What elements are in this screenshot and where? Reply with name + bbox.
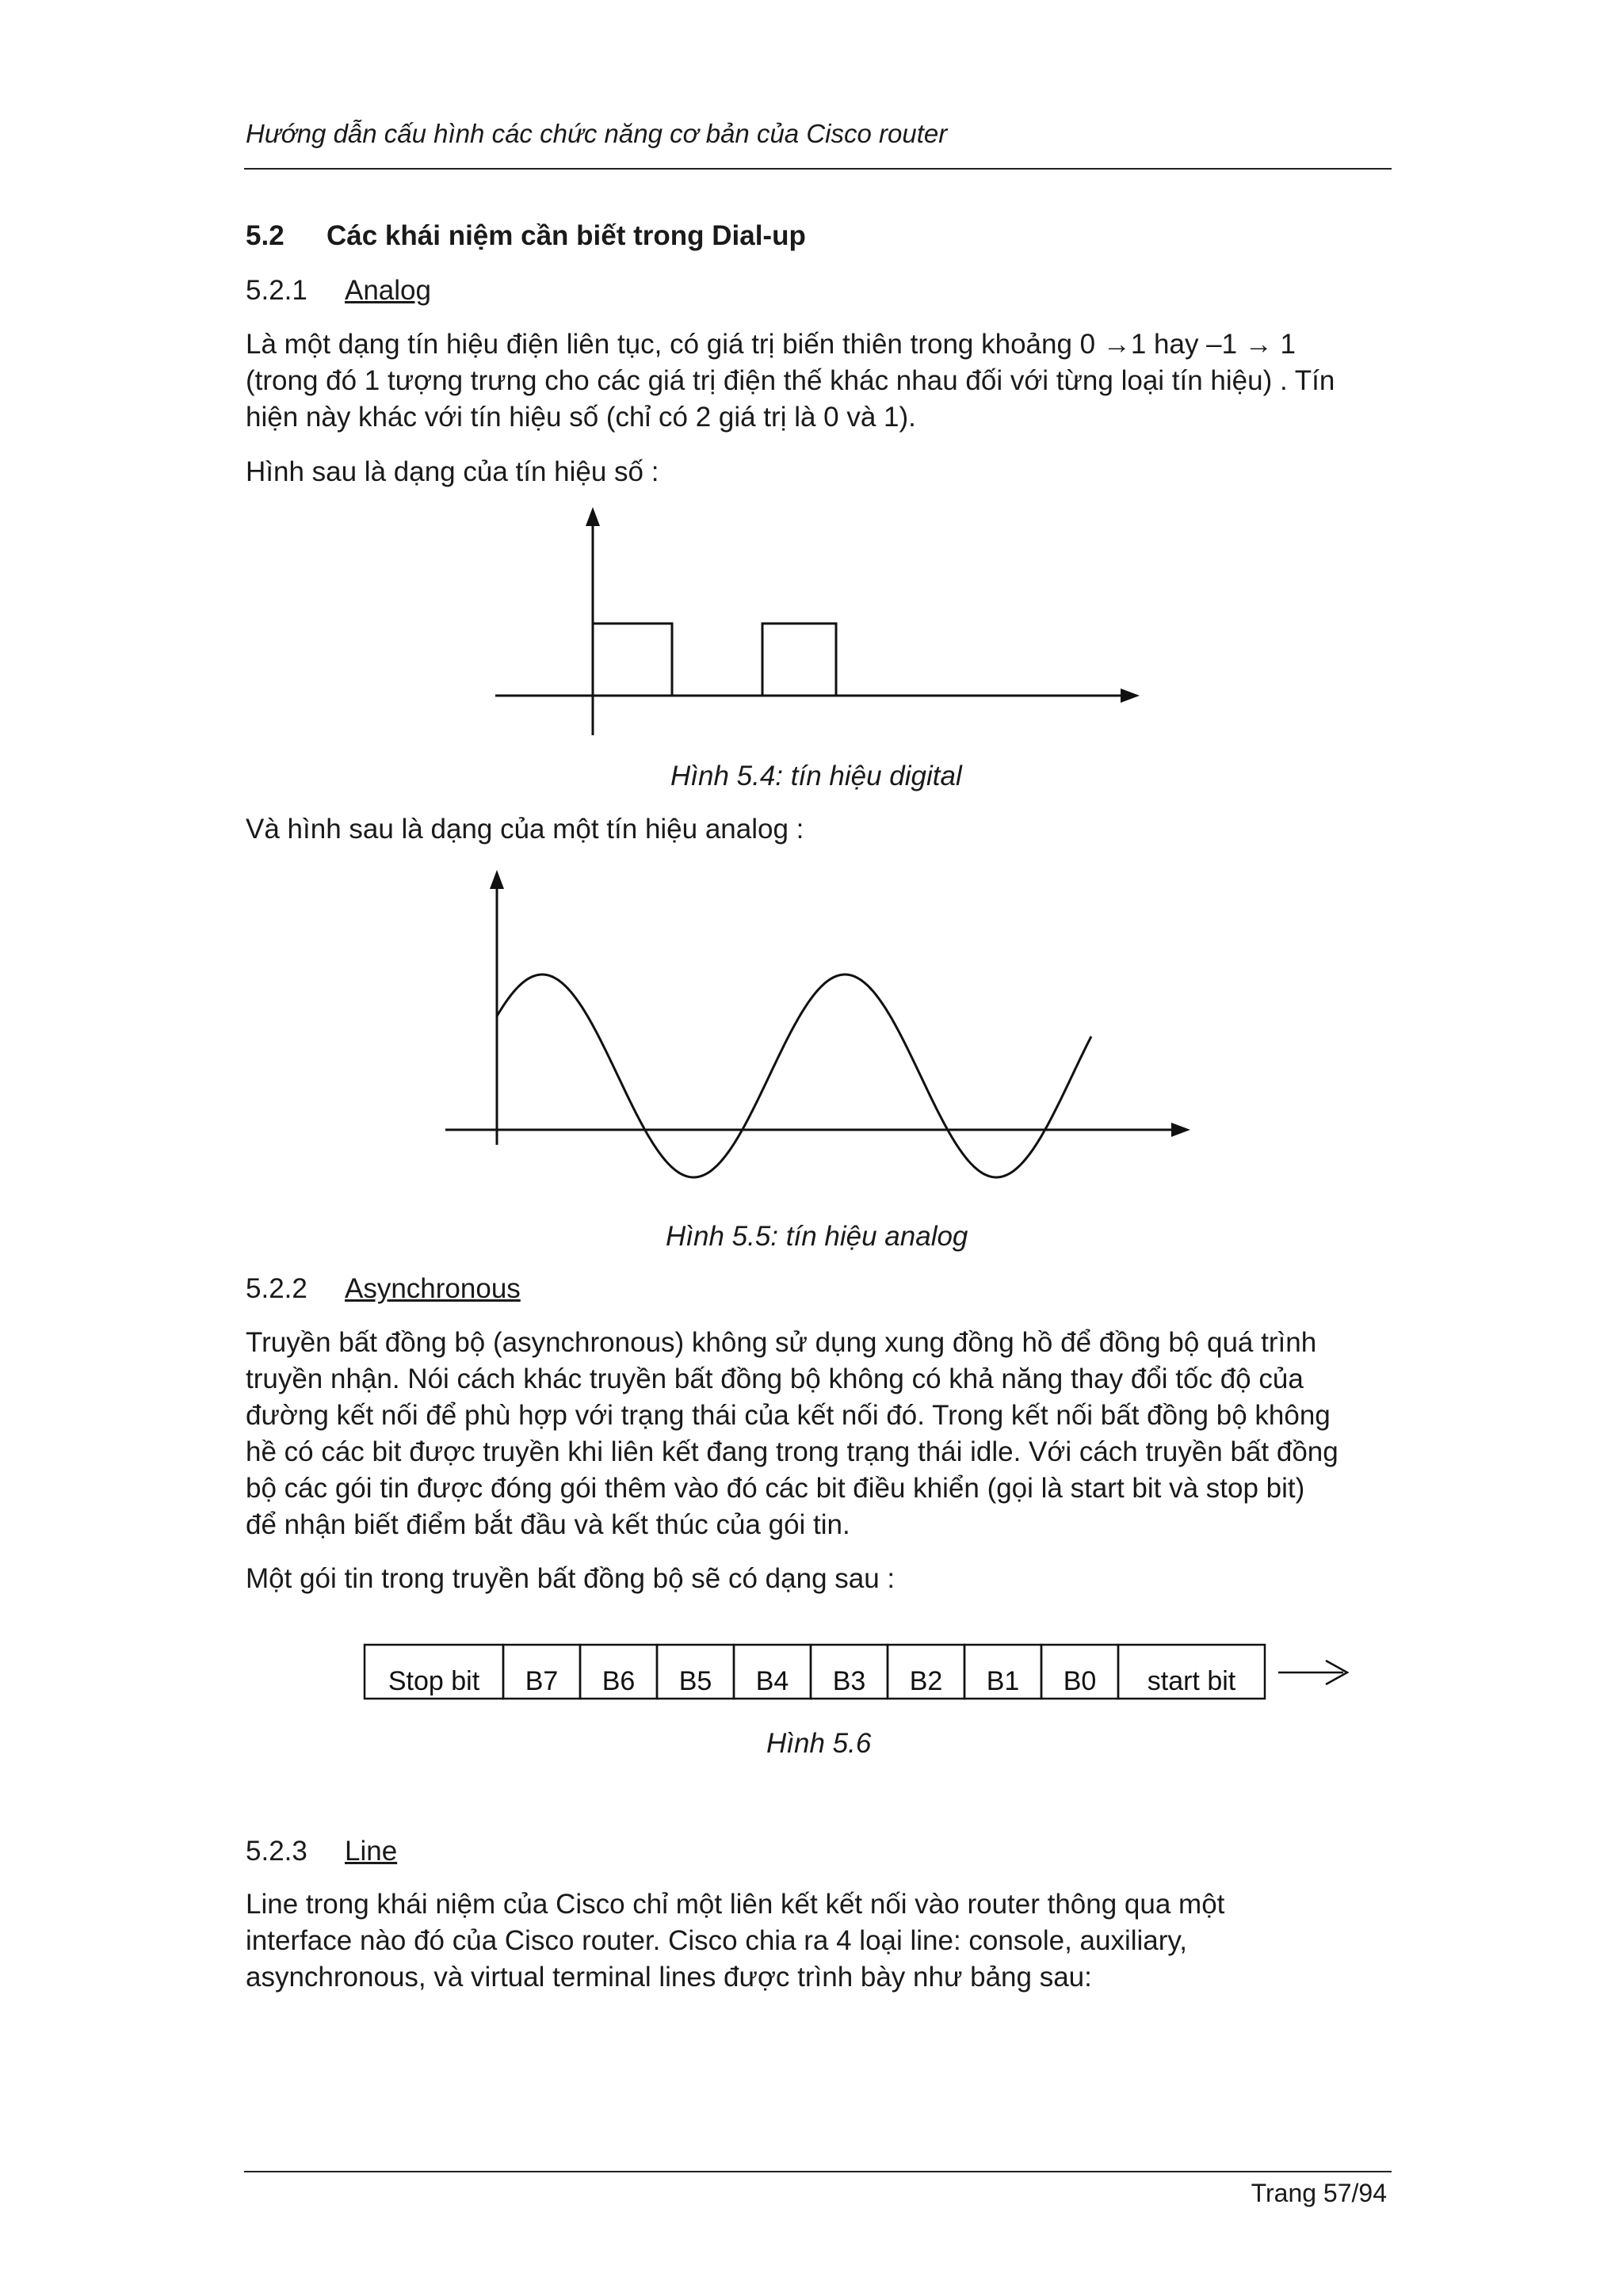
paragraph-line: Là một dạng tín hiệu điện liên tục, có giá trị biến thiên trong khoảng 0 →1 hay –1 → 1 bbox=[246, 329, 1296, 360]
section-number: 5.2 bbox=[246, 220, 285, 251]
packet-intro-text: Một gói tin trong truyền bất đồng bộ sẽ có dạng sau : bbox=[246, 1563, 896, 1594]
header-divider bbox=[244, 168, 1392, 170]
subsection-title: Asynchronous bbox=[345, 1273, 521, 1304]
paragraph-line: (trong đó 1 tượng trưng cho các giá trị điện thế khác nhau đối với từng loại tín hiệu) . Tín bbox=[246, 365, 1335, 396]
packet-cells bbox=[365, 1645, 1265, 1699]
analog-paragraph bbox=[246, 326, 1393, 436]
line-paragraph bbox=[246, 1886, 1393, 1996]
digital-intro bbox=[246, 454, 1393, 490]
page-header: Hướng dẫn cấu hình các chức năng cơ bản của Cisco router bbox=[246, 119, 948, 148]
analog-signal-figure bbox=[436, 864, 1197, 1196]
packet-cell-label: start bit bbox=[1147, 1666, 1236, 1696]
pulse-1 bbox=[593, 624, 672, 696]
subsection-heading-line bbox=[246, 1836, 397, 1867]
x-axis-arrowhead bbox=[1171, 1123, 1190, 1137]
paragraph-line: truyền nhận. Nói cách khác truyền bất đồng bộ không có khả năng thay đổi tốc độ của bbox=[246, 1363, 1304, 1394]
packet-cell-label: B0 bbox=[1063, 1666, 1097, 1696]
packet-frame-figure bbox=[361, 1640, 1359, 1711]
subsection-number: 5.2.2 bbox=[246, 1273, 307, 1304]
paragraph-line: đường kết nối để phù hợp với trạng thái của kết nối đó. Trong kết nối bất đồng bộ không bbox=[246, 1400, 1331, 1431]
subsection-number: 5.2.3 bbox=[246, 1836, 307, 1867]
section-title: Các khái niệm cần biết trong Dial-up bbox=[327, 220, 806, 251]
paragraph-line: Line trong khái niệm của Cisco chỉ một liên kết kết nối vào router thông qua một bbox=[246, 1889, 1225, 1920]
packet-cell-label: B6 bbox=[601, 1666, 636, 1696]
asynchronous-paragraph bbox=[246, 1325, 1393, 1543]
y-axis-arrowhead bbox=[586, 507, 600, 526]
paragraph-line: để nhận biết điểm bắt đầu và kết thúc của gói tin. bbox=[246, 1509, 850, 1540]
subsection-heading-analog bbox=[246, 275, 431, 307]
packet-cell-label: Stop bit bbox=[388, 1666, 480, 1696]
figure-caption-analog: Hình 5.5: tín hiệu analog bbox=[666, 1221, 968, 1252]
subsection-title: Analog bbox=[345, 275, 431, 306]
pulse-2 bbox=[762, 624, 836, 696]
paragraph-line: asynchronous, và virtual terminal lines được trình bày như bảng sau: bbox=[246, 1962, 1092, 1993]
paragraph-line: hiện này khác với tín hiệu số (chỉ có 2 giá trị là 0 và 1). bbox=[246, 402, 916, 433]
packet-cell-label: B4 bbox=[755, 1666, 789, 1696]
paragraph-line: Truyền bất đồng bộ (asynchronous) không sử dụng xung đồng hồ để đồng bộ quá trình bbox=[246, 1327, 1317, 1358]
figure-caption-packet: Hình 5.6 bbox=[766, 1728, 872, 1759]
figure-caption-digital: Hình 5.4: tín hiệu digital bbox=[670, 761, 962, 791]
paragraph-line: bộ các gói tin được đóng gói thêm vào đó các bit điều khiển (gọi là start bit và stop bit) bbox=[246, 1473, 1305, 1504]
y-axis-arrowhead bbox=[490, 870, 504, 889]
footer-divider bbox=[244, 2171, 1392, 2172]
packet-cell-label: B5 bbox=[678, 1666, 712, 1696]
paragraph-line: hề có các bit được truyền khi liên kết đang trong trạng thái idle. Với cách truyền bất đồng bbox=[246, 1436, 1338, 1467]
packet-intro bbox=[246, 1561, 1393, 1597]
subsection-heading-asynchronous bbox=[246, 1273, 521, 1305]
packet-cell-label: B3 bbox=[832, 1666, 866, 1696]
digital-signal-figure bbox=[475, 499, 1157, 753]
paragraph-line: interface nào đó của Cisco router. Cisco chia ra 4 loại line: console, auxiliary, bbox=[246, 1925, 1188, 1956]
x-axis-arrowhead bbox=[1121, 688, 1140, 703]
sine-wave bbox=[497, 974, 1091, 1177]
packet-cell-label: B2 bbox=[909, 1666, 943, 1696]
subsection-number: 5.2.1 bbox=[246, 275, 307, 306]
analog-intro bbox=[246, 811, 1393, 848]
packet-cell-label: B7 bbox=[525, 1666, 559, 1696]
page-number: Trang 57/94 bbox=[1251, 2179, 1387, 2207]
digital-intro-text: Hình sau là dạng của tín hiệu số : bbox=[246, 456, 659, 487]
section-heading bbox=[246, 220, 806, 252]
analog-intro-text: Và hình sau là dạng của một tín hiệu analog : bbox=[246, 814, 804, 845]
subsection-title: Line bbox=[345, 1836, 398, 1867]
packet-cell-label: B1 bbox=[986, 1666, 1020, 1696]
